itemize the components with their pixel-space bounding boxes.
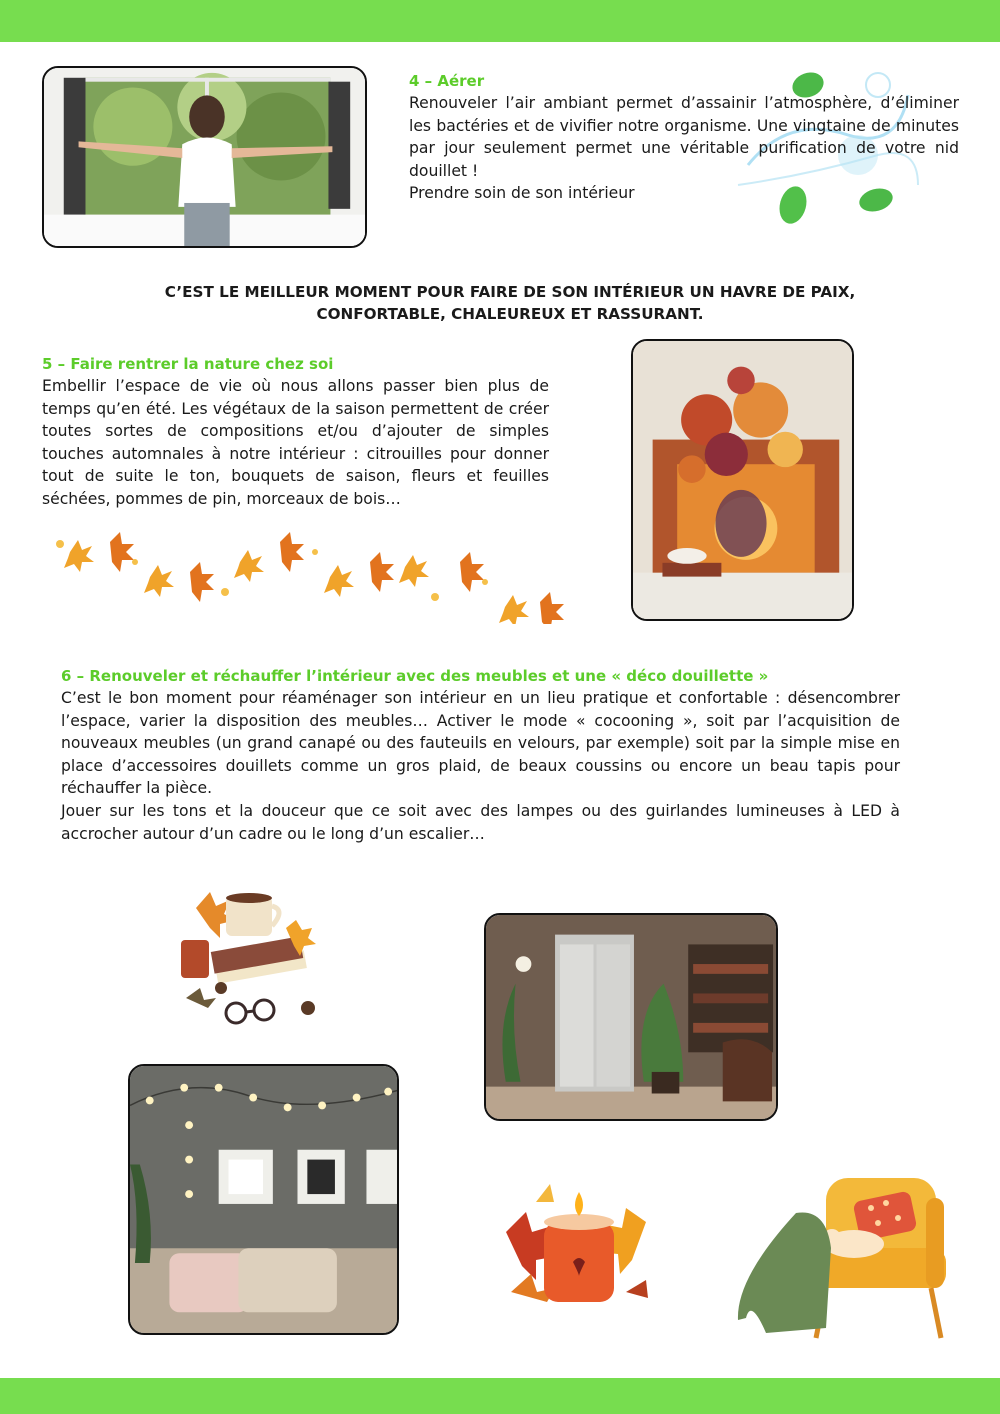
autumn-bouquet-photo — [631, 339, 854, 621]
bottom-green-bar — [0, 1378, 1000, 1414]
window-photo — [42, 66, 367, 248]
section-6-title: 6 – Renouveler et réchauffer l’intérieur avec des meubles et une « déco douillette » — [61, 667, 769, 685]
section-5-body — [42, 375, 549, 511]
section-5-paragraph: Embellir l’espace de vie où nous allons passer bien plus de temps qu’en été. Les végétaux de la saison permettent de créer toutes sortes de compositions et/ou d’ajouter de simples touches automnales à notre intérieur : citrouilles pour donner tout de suite le ton, bouquets de saison, fleurs et feuilles séchées, pommes de pin, morceaux de bois… — [42, 377, 549, 508]
section-6-body — [61, 687, 900, 845]
coffee-book-illustration — [176, 888, 326, 1026]
string-lights-photo — [128, 1064, 399, 1335]
section-4-title: 4 – Aérer — [409, 72, 485, 90]
armchair-cat-illustration — [736, 1178, 946, 1340]
section-5-title: 5 – Faire rentrer la nature chez soi — [42, 355, 334, 373]
banner-line: C’EST LE MEILLEUR MOMENT POUR FAIRE DE SON INTÉRIEUR UN HAVRE DE PAIX, — [164, 283, 856, 301]
top-green-bar — [0, 0, 1000, 42]
section-4-paragraph: Renouveler l’air ambiant permet d’assainir l’atmosphère, d’éliminer les bactéries et de vivifier notre organisme. Une vingtaine de minutes par jour seulement permet une véritable purification de votre nid douillet ! — [409, 94, 959, 180]
headline-banner — [100, 281, 920, 325]
section-4-body — [409, 92, 959, 205]
hallway-photo — [484, 913, 778, 1121]
candle-illustration — [496, 1182, 664, 1317]
section-4-paragraph: Prendre soin de son intérieur — [409, 184, 635, 203]
section-6 — [61, 665, 900, 845]
banner-line: CONFORTABLE, CHALEUREUX ET RASSURANT. — [316, 305, 704, 323]
autumn-leaves-decoration — [40, 522, 570, 624]
section-6-paragraph: C’est le bon moment pour réaménager son intérieur en un lieu pratique et confortable : désencombrer l’espace, varier la disposition des meubles… Activer le mode « cocooning », soit par l’acquisition de nouveaux meubles (un grand canapé ou des fauteuils en velours, par exemple) soit par la simple mise en place d’accessoires douillets comme un gros plaid, de beaux coussins ou encore un beau tapis pour réchauffer la pièce. — [61, 689, 900, 798]
section-6-paragraph: Jouer sur les tons et la douceur que ce soit avec des lampes ou des guirlandes lumineuses à LED à accrocher autour d’un cadre ou le long d’un escalier… — [61, 801, 900, 843]
section-5 — [42, 353, 549, 511]
section-4 — [409, 70, 959, 205]
